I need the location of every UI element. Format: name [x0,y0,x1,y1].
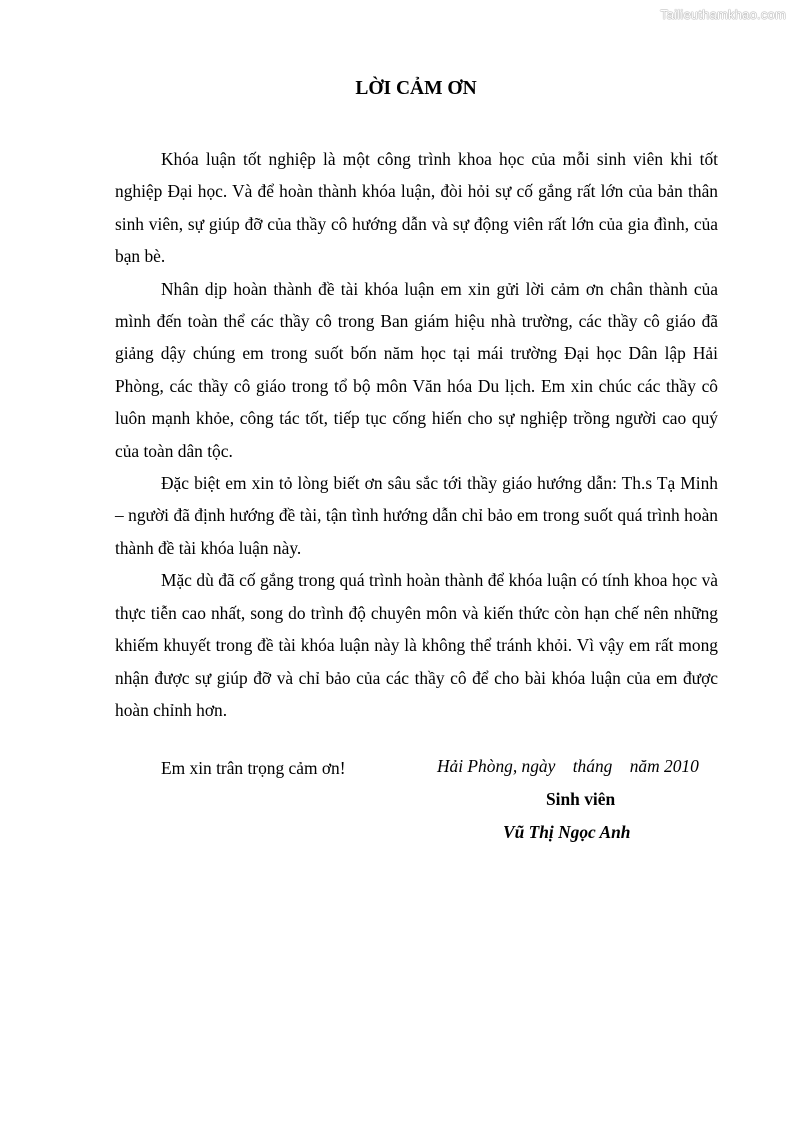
paragraph-3: Đặc biệt em xin tỏ lòng biết ơn sâu sắc tới thầy giáo hướng dẫn: Th.s Tạ Minh – người đã định hướng đề tài, tận tình hướng dẫn chỉ bảo em trong suốt quá trình hoàn thành đề tài khóa luận này. [115,473,718,558]
paragraph-2: Nhân dịp hoàn thành đề tài khóa luận em xin gửi lời cảm ơn chân thành của mình đến toàn thể các thầy cô trong Ban giám hiệu nhà trường, các thầy cô giáo đã giảng dậy chúng em trong suốt bốn năm học tại mái trường Đại học Dân lập Hải Phòng, các thầy cô giáo trong tổ bộ môn Văn hóa Du lịch. Em xin chúc các thầy cô luôn mạnh khỏe, công tác tốt, tiếp tục cống hiến cho sự nghiệp trồng người cao quý của toàn dân tộc. [115,278,718,461]
paragraph-1: Khóa luận tốt nghiệp là một công trình khoa học của mỗi sinh viên khi tốt nghiệp Đại học. Và để hoàn thành khóa luận, đòi hỏi sự cố gắng rất lớn của bản thân sinh viên, sự giúp đỡ của thầy cô hướng dẫn và sự động viên rất lớn của gia đình, của bạn bè. [115,149,718,267]
page-title: LỜI CẢM ƠN [355,78,477,99]
signer-role: Sinh viên [546,789,616,809]
acknowledgement-body [115,143,718,726]
paragraph-4: Mặc dù đã cố gắng trong quá trình hoàn thành để khóa luận có tính khoa học và thực tiễn cao nhất, song do trình độ chuyên môn và kiến thức còn hạn chế nên những khiếm khuyết trong đề tài khóa luận này là không thể tránh khỏi. Vì vậy em rất mong nhận được sự giúp đỡ và chỉ bảo của các thầy cô để cho bài khóa luận của em được hoàn chỉnh hơn. [115,570,718,720]
place-date: Hải Phòng, ngày tháng năm 2010 [437,756,699,776]
watermark-text: Tailieuthamkhao.com [660,7,786,22]
closing-line: Em xin trân trọng cảm ơn! [161,758,346,778]
signer-name: Vũ Thị Ngọc Anh [503,822,631,842]
